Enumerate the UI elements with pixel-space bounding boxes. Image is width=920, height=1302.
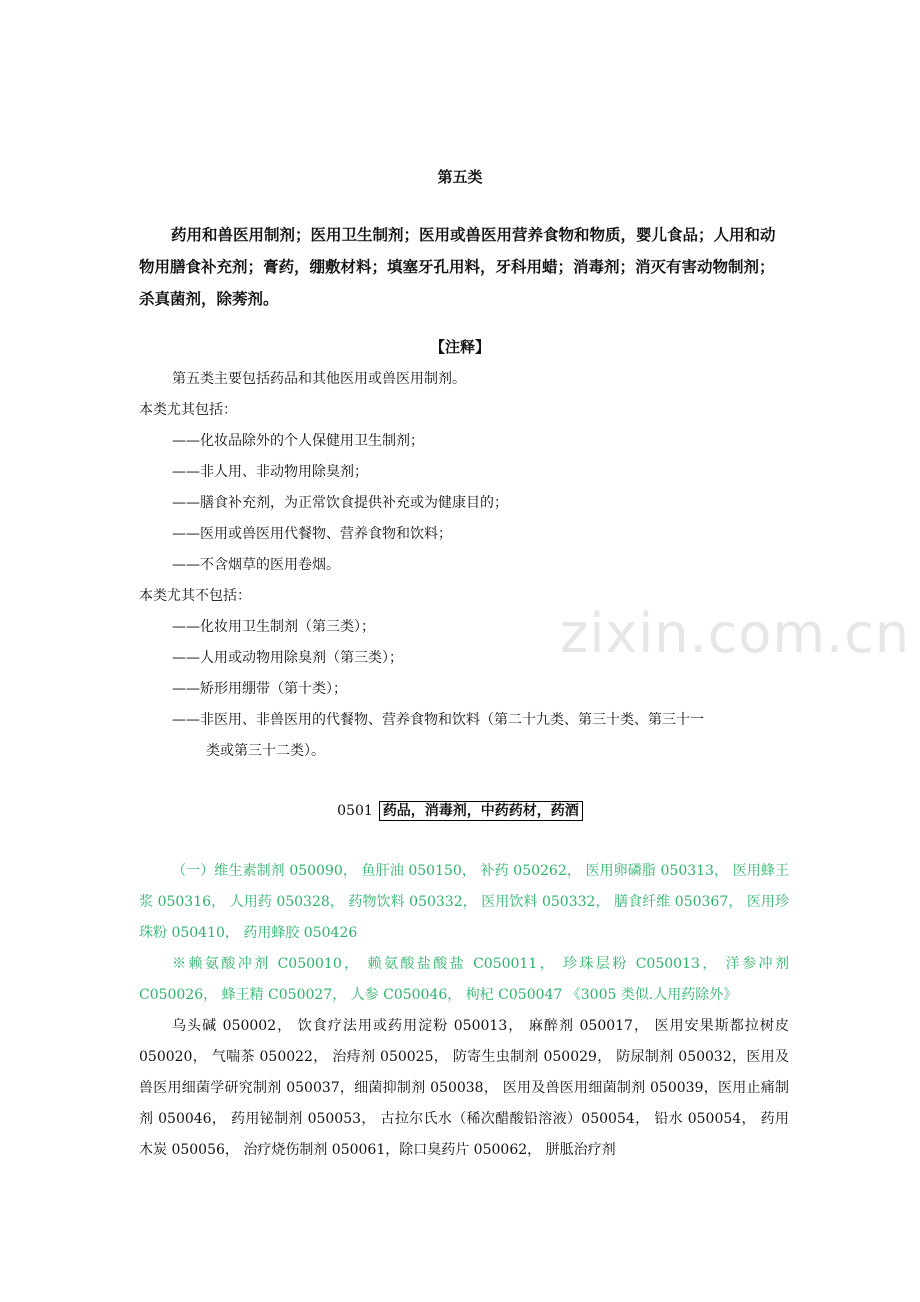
excludes-item: ——化妆用卫生制剂（第三类）； [172, 619, 375, 635]
entries-paragraph-green: ※赖氨酸冲剂 C050010， 赖氨酸盐酸盐 C050011， 珍珠层粉 C050013， 洋参冲剂 C050026， 蜂王精 C050027， 人参 C050046， 枸杞 C050047 《3005 类似.人用药除外》 [139, 956, 789, 1003]
includes-item: ——非人用、非动物用除臭剂； [172, 464, 368, 480]
excludes-item: ——非医用、非兽医用的代餐物、营养食物和饮料（第二十九类、第三十类、第三十一 [172, 712, 704, 728]
notes-section [139, 364, 789, 767]
group-heading [0, 800, 920, 820]
excludes-item: ——矫形用绷带（第十类）； [172, 681, 347, 697]
entries-section [139, 856, 789, 1166]
class-heading: 药用和兽医用制剂；医用卫生制剂；医用或兽医用营养食物和物质，婴儿食品；人用和动物用膳食补充剂；膏药，绷敷材料；填塞牙孔用料，牙科用蜡；消毒剂；消灭有害动物制剂；杀真菌剂，除莠剂。 [139, 226, 776, 308]
excludes-item-continuation: 类或第三十二类）。 [206, 743, 325, 759]
includes-item: ——化妆品除外的个人保健用卫生制剂； [172, 433, 424, 449]
excludes-item: ——人用或动物用除臭剂（第三类）； [172, 650, 403, 666]
class-title: 第五类 [437, 168, 483, 186]
includes-item: ——医用或兽医用代餐物、营养食物和饮料； [172, 526, 452, 542]
notes-title: 【注释】 [429, 338, 490, 356]
group-code: 0501 [337, 803, 373, 819]
includes-title: 本类尤其包括： [139, 402, 237, 418]
watermark: zixin.com.cn [560, 602, 911, 665]
notes-intro: 第五类主要包括药品和其他医用或兽医用制剂。 [172, 371, 466, 387]
group-title-box: 药品，消毒剂，中药药材，药酒 [379, 801, 583, 821]
excludes-title: 本类尤其不包括： [139, 588, 251, 604]
entries-paragraph: 乌头碱 050002， 饮食疗法用或药用淀粉 050013， 麻醉剂 050017， 医用安果斯都拉树皮 050020， 气喘茶 050022， 治痔剂 050025， 防寄生虫制剂 050029， 防尿制剂 050032，医用及兽医用细菌学研究制剂 050037，细菌抑制剂 050038， 医用及兽医用细菌制剂 050039，医用止痛制剂 050046， 药用铋制剂 050053， 古拉尔氏水（稀次醋酸铅溶液）050054， 铅水 050054， 药用木炭 050056， 治疗烧伤制剂 050061，除口臭药片 050062， 胼胝治疗剂 [139, 1018, 789, 1158]
includes-item: ——膳食补充剂，为正常饮食提供补充或为健康目的； [172, 495, 508, 511]
includes-item: ——不含烟草的医用卷烟。 [172, 557, 340, 573]
entries-paragraph-green: （一）维生素制剂 050090， 鱼肝油 050150， 补药 050262， 医用卵磷脂 050313， 医用蜂王浆 050316， 人用药 050328， 药物饮料 050332， 医用饮料 050332， 膳食纤维 050367， 医用珍珠粉 050410， 药用蜂胶 050426 [139, 863, 789, 941]
